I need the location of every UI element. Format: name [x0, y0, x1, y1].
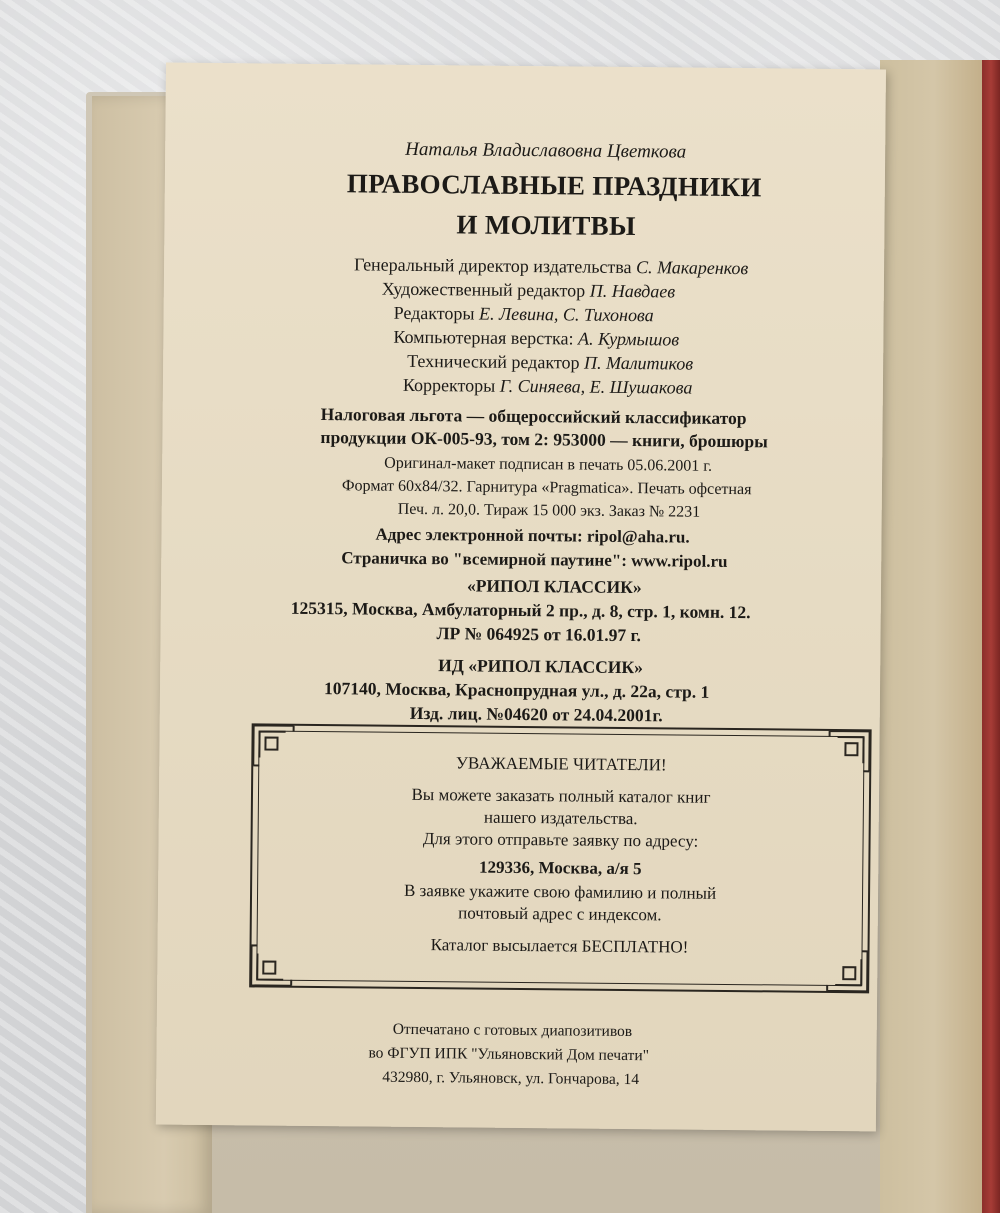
publisher2-name: ИД «РИПОЛ КЛАССИК»: [438, 655, 644, 678]
red-cover-edge: [982, 60, 1000, 1213]
printer-line1: Отпечатано с готовых диапозитивов: [392, 1020, 633, 1041]
publisher2-license: Изд. лиц. №04620 от 24.04.2001г.: [409, 702, 663, 726]
notice-free-catalog: Каталог высылается БЕСПЛАТНО!: [430, 935, 689, 957]
notice-line: В заявке укажите свою фамилию и полный: [403, 880, 717, 903]
staff-name: П. Навдаев: [589, 280, 676, 302]
staff-line-director: [354, 254, 748, 279]
contact-email: Адрес электронной почты: ripol@aha.ru.: [375, 524, 690, 547]
staff-line-art-editor: [382, 279, 675, 303]
notice-line: Для этого отправьте заявку по адресу:: [422, 829, 699, 851]
staff-role: Компьютерная верстка:: [393, 326, 574, 349]
notice-address: 129336, Москва, а/я 5: [478, 857, 642, 879]
publisher1-license: ЛР № 064925 от 16.01.97 г.: [436, 623, 642, 646]
staff-name: С. Макаренков: [635, 257, 749, 279]
printer-line2: во ФГУП ИПК "Ульяновский Дом печати": [368, 1044, 650, 1065]
staff-name: А. Курмышов: [577, 328, 680, 350]
printer-line3: 432980, г. Ульяновск, ул. Гончарова, 14: [382, 1068, 640, 1089]
print-sheets: Печ. л. 20,0. Тираж 15 000 экз. Заказ № 2231: [397, 500, 701, 521]
staff-line-proofreaders: [403, 375, 693, 399]
print-format: Формат 60x84/32. Гарнитура «Pragmatica». Печать офсетная: [341, 477, 752, 499]
tax-line1: Налоговая льгота — общероссийский классификатор: [320, 404, 747, 429]
contact-web: Страничка во "всемирной паутине": www.ripol.ru: [341, 548, 728, 571]
print-signed: Оригинал-макет подписан в печать 05.06.2001 г.: [384, 454, 713, 475]
staff-name: Г. Синяева, Е. Шушакова: [499, 375, 693, 398]
notice-frame: [249, 723, 872, 993]
publisher2-address: 107140, Москва, Краснопрудная ул., д. 22а, стр. 1: [323, 678, 710, 702]
imprint-page: [156, 63, 886, 1132]
staff-role: Технический редактор: [407, 350, 580, 373]
staff-name: Е. Левина, С. Тихонова: [478, 303, 654, 326]
book-title-line2: И МОЛИТВЫ: [456, 209, 636, 242]
notice-line: нашего издательства.: [483, 807, 638, 829]
staff-line-editors: [394, 303, 654, 326]
notice-line: Вы можете заказать полный каталог книг: [411, 784, 711, 807]
staff-role: Корректоры: [402, 374, 496, 396]
author-name: Наталья Владиславовна Цветкова: [405, 138, 687, 163]
publisher1-name: «РИПОЛ КЛАССИК»: [466, 575, 642, 598]
staff-name: П. Малитиков: [583, 352, 694, 374]
staff-role: Редакторы: [393, 302, 475, 324]
book-title-line1: ПРАВОСЛАВНЫЕ ПРАЗДНИКИ: [346, 168, 762, 203]
notice-line: почтовый адрес с индексом.: [458, 903, 662, 925]
tax-line2: продукции ОК-005-93, том 2: 953000 — книги, брошюры: [320, 427, 768, 452]
staff-role: Генеральный директор издательства: [353, 254, 632, 278]
staff-role: Художественный редактор: [381, 278, 586, 301]
publisher1-address: 125315, Москва, Амбулаторный 2 пр., д. 8, стр. 1, комн. 12.: [290, 597, 751, 623]
staff-line-layout: [393, 327, 679, 351]
staff-line-tech-editor: [407, 351, 693, 375]
notice-heading: УВАЖАЕМЫЕ ЧИТАТЕЛИ!: [455, 753, 667, 775]
